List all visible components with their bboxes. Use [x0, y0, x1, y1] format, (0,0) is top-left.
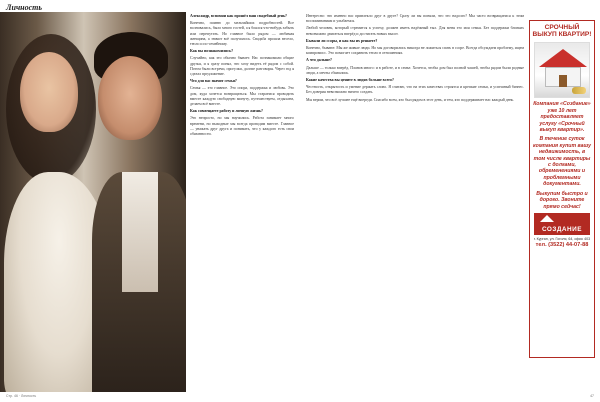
ad-body-text: Компания «Создание» уже 10 лет предоставляет услугу «Срочный выкуп квартир».: [533, 101, 591, 134]
couple-photo: [0, 12, 186, 392]
left-paragraph: Конечно, помню до мельчайших подробностей. Все волновались, было много гостей, а я боялся что-нибудь забыть или перепутать. Но главное было рядом — любимая женщина, а значит всё получилось. Свадьба прошла весело, тепло и по-семейному.: [190, 21, 294, 47]
ad-phone[interactable]: тел. (3522) 44-07-88: [535, 242, 589, 249]
photo-bride-face: [20, 52, 78, 132]
right-paragraph: Дальше — только вперёд. Планов много: и в работе, и в семье. Хочется, чтобы дом был полной чашей, чтобы рядом были родные люди, а мечты сбывались.: [306, 65, 524, 75]
right-question: А что дальше?: [306, 58, 332, 63]
right-text-column: [306, 14, 524, 386]
ad-address: г. Курган, ул. Гоголя, 64, офис 403: [533, 236, 591, 241]
left-paragraph: Случайно, как это обычно бывает. Нас познакомили общие друзья, и я сразу понял, что хочу видеть её рядом с собой. Потом были встречи, прогулки, долгие разговоры. Через год я сделал предложение.: [190, 56, 294, 77]
right-paragraph: Любой человек, который стремится к успеху, должен иметь надёжный тыл. Для меня это моя семья. Без поддержки близких невозможно двигаться вперёд и достигать новых высот.: [306, 26, 524, 36]
left-question: Что для вас значит семья?: [190, 79, 237, 84]
keys-icon: [572, 87, 586, 94]
right-paragraph: Интересно: что именно вас привлекло друг в друге? Сразу ли вы поняли, что это надолго? Мы часто возвращаемся к этим воспоминаниям и улыбаемся.: [306, 14, 524, 24]
right-paragraph: Мы верим, что всё лучшее ещё впереди. Спасибо всем, кто был рядом в этот день, и тем, кто поддерживает нас каждый день.: [306, 97, 515, 102]
left-question: Как вы познакомились?: [190, 49, 234, 54]
house-roof-icon: [539, 49, 587, 67]
left-question: Как совмещаете работу и личную жизнь?: [190, 109, 263, 114]
ad-body-text: В течение суток компания купит вашу недвижимость, в том числе квартиры с долгами, обременениями и проблемными документами.: [533, 136, 591, 188]
left-page-footer: Стр. 46 · Личность: [6, 394, 37, 398]
ad-logo-text: СОЗДАНИЕ: [541, 225, 583, 233]
section-label: Личность: [6, 3, 43, 12]
right-page: [300, 0, 600, 402]
ad-logo: [534, 213, 590, 235]
right-question: Бывали ли ссоры, и как вы их решаете?: [306, 38, 378, 43]
ad-headline: СРОЧНЫЙ ВЫКУП КВАРТИР!: [532, 24, 592, 39]
advertisement[interactable]: [529, 20, 595, 358]
right-paragraph: Конечно, бывают. Мы же живые люди. Но мы договорились никогда не ложиться спать в ссоре. Всегда обсуждаем проблему, ищем компромисс. Это помогает сохранить тепло в отношениях.: [306, 46, 524, 56]
right-page-footer: 47: [590, 394, 594, 398]
left-text-column: [190, 14, 294, 384]
right-paragraph: Честность, открытость и умение держать слово. Я считаю, что на этих качествах строятся и крепкие семьи, и успешный бизнес. Без доверия невозможно ничего создать.: [306, 85, 524, 95]
photo-groom-face: [98, 56, 162, 140]
ad-body: [530, 101, 594, 210]
left-question: Александр, вспомни как прошёл ваш свадебный день?: [190, 14, 288, 18]
ad-body-text: Выкупим быстро и дорого. Звоните прямо сейчас!: [536, 190, 588, 210]
photo-groom-shirt: [122, 172, 158, 292]
logo-house-icon: [540, 215, 554, 222]
ad-house-image: [534, 42, 590, 98]
house-door-icon: [559, 75, 567, 87]
right-question: Какие качества вы цените в людях больше всего?: [306, 78, 394, 83]
left-paragraph: Это непросто, но мы научились. Работа занимает много времени, но выходные мы всегда проводим вместе. Главное — уважать друг друга и понимать, что у каждого есть свои обязанности.: [190, 116, 294, 137]
left-paragraph: Семья — это главное. Это опора, поддержка и любовь. Это дом, куда хочется возвращаться. Мы стараемся проводить вместе каждую свободную минуту, путешествуем, отдыхаем, делаем всё вместе.: [190, 86, 294, 107]
